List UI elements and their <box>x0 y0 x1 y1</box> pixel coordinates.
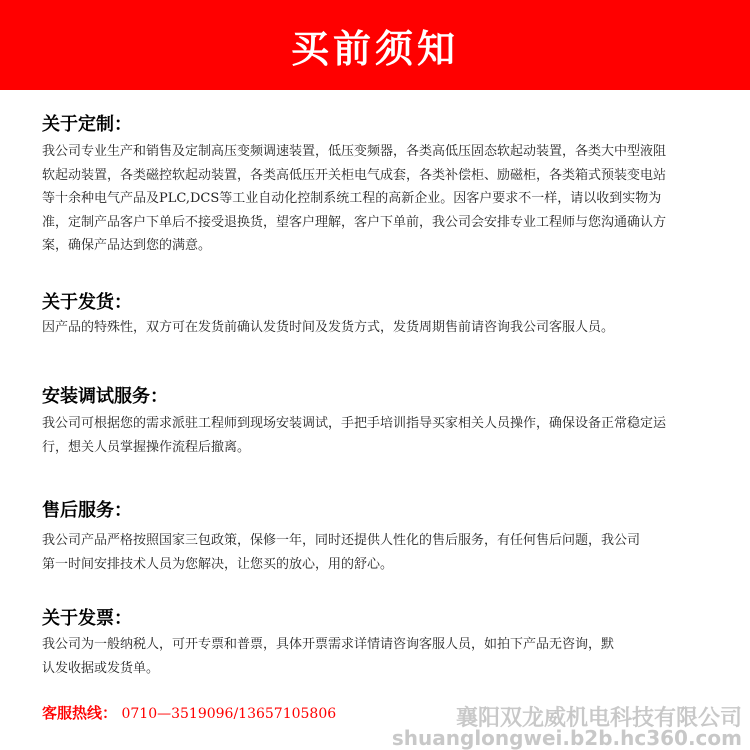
section-heading-invoice: 关于发票： <box>42 608 132 629</box>
text-line: 软起动装置，各类磁控软起动装置，各类高低压开关柜电气成套，各类补偿柜、励磁柜，各类箱式预装变电站 <box>42 167 667 183</box>
title-banner <box>0 0 750 90</box>
text-line: 我公司为一般纳税人，可开专票和普票，具体开票需求详情请咨询客服人员，如拍下产品无咨询，默 <box>42 637 615 652</box>
hotline-number: 0710—3519096/13657105806 <box>121 706 337 722</box>
company-watermark: 襄阳双龙威机电科技有限公司 <box>455 706 742 731</box>
text-line: 准，定制产品客户下单后不接受退换货，望客户理解，客户下单前，我公司会安排专业工程师与您沟通确认方 <box>42 214 667 230</box>
section-heading-installation: 安装调试服务： <box>42 386 168 407</box>
section-body-installation <box>42 412 702 459</box>
text-line: 行，想关人员掌握操作流程后撤离。 <box>42 439 251 455</box>
website-watermark: shuanglongwei.b2b.hc360.com <box>391 726 742 750</box>
section-heading-customization: 关于定制： <box>42 114 132 135</box>
hotline-label: 客服热线： <box>42 704 118 722</box>
section-body-invoice <box>42 633 702 680</box>
text-line: 因产品的特殊性，双方可在发货前确认发货时间及发货方式，发货周期售前请咨询我公司客服人员。 <box>42 320 615 335</box>
text-line: 我公司专业生产和销售及定制高压变频调速装置，低压变频器，各类高低压固态软起动装置，各类大中型液阻 <box>42 144 667 159</box>
text-line: 我公司可根据您的需求派驻工程师到现场安装调试，手把手培训指导买家相关人员操作，确保设备正常稳定运 <box>42 416 667 431</box>
text-line: 等十余种电气产品及PLC,DCS等工业自动化控制系统工程的高新企业。因客户要求不一样，请以收到实物为 <box>42 191 662 206</box>
text-line: 我公司产品严格按照国家三包政策，保修一年，同时还提供人性化的售后服务，有任何售后问题，我公司 <box>42 533 641 548</box>
section-body-after-sales <box>42 529 702 576</box>
section-body-customization <box>42 140 702 258</box>
customer-hotline <box>42 702 336 723</box>
section-heading-after-sales: 售后服务： <box>42 500 132 521</box>
page-title: 买前须知 <box>290 26 459 71</box>
text-line: 案，确保产品达到您的满意。 <box>42 238 212 253</box>
section-heading-shipping: 关于发货： <box>42 292 132 313</box>
text-line: 认发收据或发货单。 <box>42 660 160 676</box>
text-line: 第一时间安排技术人员为您解决，让您买的放心，用的舒心。 <box>42 556 394 572</box>
section-body-shipping <box>42 316 702 340</box>
